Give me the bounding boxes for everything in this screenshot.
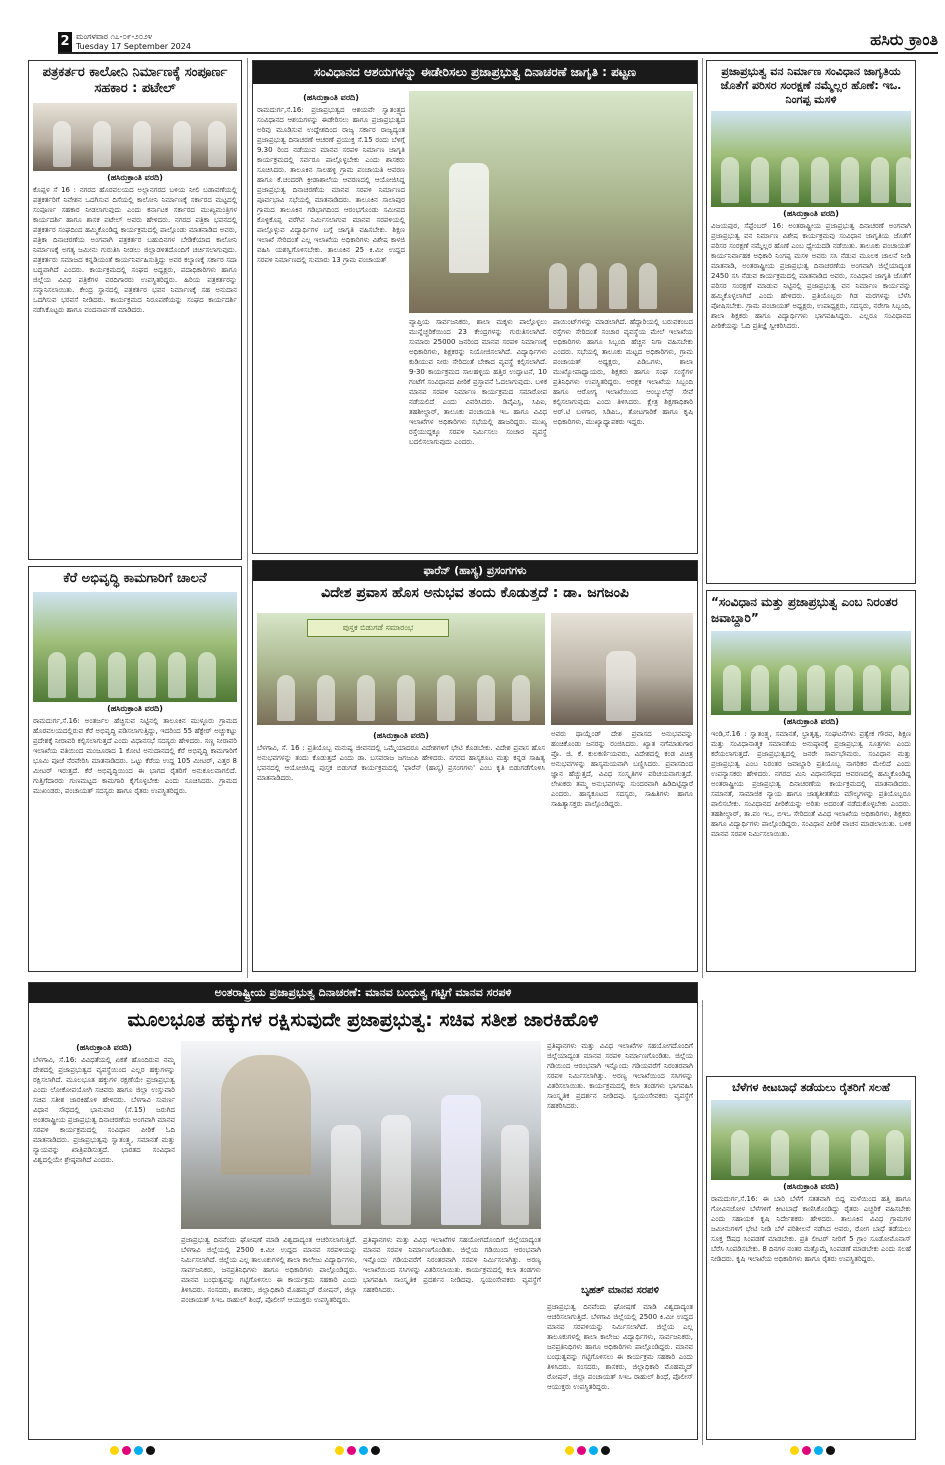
article-body: ರಾಮದುರ್ಗ,ಸೆ.16: ಈ ಬಾರಿ ಬೆಳೆಗೆ ಸತತವಾಗಿ ಬಿದ್ದ ಮಳೆಯಿಂದ ಹತ್ತಿ ಹಾಗೂ ಗೋವಿನಜೋಳ ಬೆಳೆಗಳಿಗೆ ಕೀಟಬಾಧೆ ಕಾಣಿಸಿಕೊಂಡಿದ್ದು ರೈತರು ಎಚ್ಚರಿಕೆ ವಹಿಸಬೇಕು ಎಂದು ಸಹಾಯಕ ಕೃಷಿ ನಿರ್ದೇಶಕರು ಹೇಳಿದರು. ತಾಲೂಕಿನ ವಿವಿಧ ಗ್ರಾಮಗಳ ಜಮೀನುಗಳಿಗೆ ಭೇಟಿ ನೀಡಿ ಬೆಳೆ ಪರಿಶೀಲನೆ ನಡೆಸಿದ ಅವರು, ರೋಗ ಬಾಧೆ ತಡೆಯಲು ಸೂಕ್ತ ಔಷಧ ಸಿಂಪಡಣೆ ಮಾಡಬೇಕು. ಪ್ರತಿ ಲೀಟರ್ ನೀರಿಗೆ 5 ಗ್ರಾಂ ಸೂಡೋಮೊನಾಸ್ ಬೆರೆಸಿ ಸಿಂಪಡಿಸಬೇಕು. 8 ದಿನಗಳ ನಂತರ ಮತ್ತೊಮ್ಮೆ ಸಿಂಪಡಣೆ ಮಾಡಬೇಕು ಎಂದು ಸಲಹೆ ನೀಡಿದರು. ಕೃಷಿ ಇಲಾಖೆಯ ಅಧಿಕಾರಿಗಳು ಹಾಗೂ ರೈತರು ಉಪಸ್ಥಿತರಿದ್ದರು. [711,1194,911,1263]
date-english: Tuesday 17 September 2024 [76,42,191,51]
article-subheading: ಬೃಹತ್ ಮಾನವ ಸರಪಳಿ [581,1285,659,1296]
column-right [547,1041,693,1432]
registration-marks [110,1446,155,1455]
registration-dot [146,1446,155,1455]
event-photo [409,91,693,313]
column-left [257,91,405,545]
byline: (ಹಸಿರುಕ್ರಾಂತಿ ವರದಿ) [107,172,163,182]
article-body-right: ವ್ಯಾಪ್ತಿಯ ಸಾರ್ವಜನಿಕರು, ಶಾಲಾ ಮಕ್ಕಳು ಪಾಲ್ಗೊಳ್ಳಲು ಮುನ್ನೆಚ್ಚರಿಕೆಯಿಂದ 23 ಕೇಂದ್ರಗಳನ್ನು ಗುರುತಿಸಲಾಗಿದೆ. ಸುಮಾರು 25000 ಜನರಿಂದ ಮಾನವ ಸರಪಳಿ ನಿರ್ಮಾಣಕ್ಕೆ ಅಧಿಕಾರಿಗಳು, ಶಿಕ್ಷಕರನ್ನು ನಿಯೋಜಿಸಲಾಗಿದೆ. ವಿದ್ಯಾರ್ಥಿಗಳು ಕುಡಿಯುವ ನೀರು ಸೇರಿದಂತೆ ಬೇಕಾದ ವ್ಯವಸ್ಥೆ ಕಲ್ಪಿಸಲಾಗಿದೆ. 9-30 ಕಾರ್ಯಕ್ರಮದ ಸಾಲಹಳ್ಳಿಯ ಹತ್ತಿರ ಉದ್ಘಾಟನೆ, 10 ಗಂಟೆಗೆ ಸಂವಿಧಾನದ ಪೀಠಿಕೆ ಪ್ರಸ್ತಾವನೆ ಓದಲಾಗುವುದು. ಬಳಿಕ ಮಾನವ ಸರಪಳಿ ನಿರ್ಮಾಣ ಕಾರ್ಯಕ್ರಮದ ಸಮಾರೋಪ ನಡೆಯಲಿದೆ ಎಂದು ವಿವರಿಸಿದರು. ಡಿವೈಎಸ್ಪಿ, ಸಿಪಿಐ, ತಹಶೀಲ್ದಾರ್, ತಾಲೂಕು ಪಂಚಾಯತಿ ಇಒ ಹಾಗೂ ವಿವಿಧ ಇಲಾಖೆಗಳ ಅಧಿಕಾರಿಗಳು ಸಭೆಯಲ್ಲಿ ಹಾಜರಿದ್ದರು. ಮುಖ್ಯ ರಸ್ತೆಯುದ್ದಕ್ಕೂ ಸರಪಳಿ ನಿರ್ಮಿಸಲು ಸಂಚಾರ ವ್ಯವಸ್ಥೆ ಬದಲಿಸಲಾಗುವುದು ಎಂದರು. [409,318,547,446]
page-date [76,32,191,52]
event-banner: ಪುಸ್ತಕ ಬಿಡುಗಡೆ ಸಮಾರಂಭ [307,619,449,637]
byline: (ಹಸಿರುಕ್ರಾಂತಿ ವರದಿ) [303,93,359,102]
byline: (ಹಸಿರುಕ್ರಾಂತಿ ವರದಿ) [76,1043,132,1052]
article-body-far: ಪಾಯಿಂಟ್‌ಗಳನ್ನು ಮಾಡಲಾಗಿದೆ. ಹೆದ್ದಾರಿಯಲ್ಲಿ ಬರುವಕಂಬದ ರಸ್ತೆಗಳು ಸೇರಿದಂತೆ ಸಂಚಾರ ವ್ಯವಸ್ಥೆಯ ಮೇಲೆ ಇಲಾಖೆಯ ಅಧಿಕಾರಿಗಳು ಹಾಗೂ ಸಿಬ್ಬಂದಿ ಹೆಚ್ಚಿನ ನಿಗಾ ವಹಿಸಬೇಕು ಎಂದರು. ಸಭೆಯಲ್ಲಿ ತಾಲೂಕು ಮಟ್ಟದ ಅಧಿಕಾರಿಗಳು, ಗ್ರಾಮ ಪಂಚಾಯತ್ ಅಧ್ಯಕ್ಷರು, ಪಿಡಿಒಗಳು, ಶಾಲಾ ಮುಖ್ಯೋಪಾಧ್ಯಾಯರು, ಶಿಕ್ಷಕರು ಹಾಗೂ ಸಂಘ ಸಂಸ್ಥೆಗಳ ಪ್ರತಿನಿಧಿಗಳು ಉಪಸ್ಥಿತರಿದ್ದರು. ಆರಕ್ಷಕ ಇಲಾಖೆಯ ಸಿಬ್ಬಂದಿ ಹಾಗೂ ಆರೋಗ್ಯ ಇಲಾಖೆಯಿಂದ ಆಂಬ್ಯುಲೆನ್ಸ್ ಸೇವೆ ಕಲ್ಪಿಸಲಾಗುವುದು ಎಂದು ತಿಳಿಸಿದರು. ಕ್ಷೇತ್ರ ಶಿಕ್ಷಣಾಧಿಕಾರಿ ಅರ್.ಟಿ ಬಳಗಾರ, ಸಿಡಿಪಿಒ, ತೋಟಗಾರಿಕೆ ಹಾಗೂ ಕೃಷಿ ಅಧಿಕಾರಿಗಳು, ಮುಖ್ಯಾಧ್ಯಾಪಕರು ಇದ್ದರು. [553,318,693,426]
article-headline: ಪ್ರಜಾಪ್ರಭುತ್ವ ವನ ನಿರ್ಮಾಣ ಸಂವಿಧಾನ ಜಾಗೃತಿಯ ಜೊತೆಗೆ ಪರಿಸರ ಸಂರಕ್ಷಣೆ ನಮ್ಮೆಲ್ಲರ ಹೊಣೆ: ಇಒ. ನಿಂಗಪ್ಪ ಮಸಳಿ [720,65,902,106]
article-body-extra: ಪ್ರಜಾಪ್ರಭುತ್ವ ದಿನವೆಂದು ಘೋಷಣೆ ಮಾಡಿ ವಿಶ್ವದಾದ್ಯಂತ ಆಚರಿಸಲಾಗುತ್ತಿದೆ. ಬೆಳಗಾವಿ ಜಿಲ್ಲೆಯಲ್ಲಿ 2500 ಕಿ.ಮೀ ಉದ್ದದ ಮಾನವ ಸರಪಳಿಯನ್ನು ನಿರ್ಮಿಸಲಾಗಿದೆ. ಜಿಲ್ಲೆಯ ಎಲ್ಲ ತಾಲೂಕುಗಳಲ್ಲಿ ಶಾಲಾ ಕಾಲೇಜು ವಿದ್ಯಾರ್ಥಿಗಳು, ಸಾರ್ವಜನಿಕರು, ಜನಪ್ರತಿನಿಧಿಗಳು ಹಾಗೂ ಅಧಿಕಾರಿಗಳು ಪಾಲ್ಗೊಂಡಿದ್ದರು. ಮಾನವ ಬಂಧುತ್ವವನ್ನು ಗಟ್ಟಿಗೊಳಿಸಲು ಈ ಕಾರ್ಯಕ್ರಮ ಸಹಕಾರಿ ಎಂದು ತಿಳಿಸಿದರು. ಸಂಸದರು, ಶಾಸಕರು, ಜಿಲ್ಲಾಧಿಕಾರಿ ಮೊಹಮ್ಮದ್ ರೋಷನ್, ಜಿಲ್ಲಾ ಪಂಚಾಯತ್ ಸಿಇಒ ರಾಹುಲ್ ಶಿಂಧೆ, ಪೊಲೀಸ್ ಆಯುಕ್ತರು ಉಪಸ್ಥಿತರಿದ್ದರು. [547,1302,693,1391]
article-body-left: ಬೆಳಗಾವಿ, ಸೆ. 16 : ಪ್ರತಿಯೊಬ್ಬ ಮನುಷ್ಯ ಜೀವನದಲ್ಲಿ ಒಮ್ಮೆಯಾದರೂ ವಿದೇಶಗಳಿಗೆ ಭೇಟಿ ಕೊಡಬೇಕು. ವಿದೇಶ ಪ್ರವಾಸ ಹೊಸ ಅನುಭವಗಳನ್ನು ತಂದು ಕೊಡುತ್ತದೆ ಎಂದು ಡಾ. ಬಸವರಾಜ ಜಗಜಂಪಿ ಹೇಳಿದರು. ನಗರದ ಹಾಸ್ಯಕೂಟ ಮತ್ತು ಕನ್ನಡ ಸಾಹಿತ್ಯ ಭವನದಲ್ಲಿ ಆಯೋಜಿಸಿದ್ದ ಪುಸ್ತಕ ಬಿಡುಗಡೆ ಕಾರ್ಯಕ್ರಮದಲ್ಲಿ 'ಫಾರೆನ್ (ಹಾಸ್ಯ) ಪ್ರಸಂಗಗಳು' ಎಂಬ ಕೃತಿ ಬಿಡುಗಡೆಗೊಳಿಸಿ ಮಾತನಾಡಿದರು. [257,744,545,782]
column-rule [247,58,248,978]
registration-dot [577,1446,586,1455]
event-photo [33,592,237,702]
article-body: ಇಂಡಿ,ಸೆ.16 : ಸ್ವಾತಂತ್ರ್ಯ, ಸಮಾನತೆ, ಭ್ರಾತೃತ್ವ, ಸಂಘಟನೆಗಳು ಪ್ರತ್ಯೇಕ ಗೌರವ, ಶಿಕ್ಷಣ ಮತ್ತು ಸಂವಿಧಾನಾತ್ಮಕ ಸಮಾನತೆಯ ಅನುಷ್ಠಾನಕ್ಕೆ ಪ್ರಜಾಪ್ರಭುತ್ವ ಸೂತ್ರಗಳು ಎಂದು ಕರೆಯಲಾಗುತ್ತದೆ. ಪ್ರಜಾಪ್ರಭುತ್ವದಲ್ಲಿ ಜನರೇ ಸಾರ್ವಭೌಮರು. ಸಂವಿಧಾನ ಮತ್ತು ಪ್ರಜಾಪ್ರಭುತ್ವ ಎಂಬ ನಿರಂತರ ಜವಾಬ್ದಾರಿ ಪ್ರತಿಯೊಬ್ಬ ನಾಗರಿಕರ ಮೇಲಿದೆ ಎಂದು ಉಪನ್ಯಾಸಕರು ಹೇಳಿದರು. ನಗರದ ಮಿನಿ ವಿಧಾನಸೌಧದ ಆವರಣದಲ್ಲಿ ಹಮ್ಮಿಕೊಂಡಿದ್ದ ಅಂತರಾಷ್ಟ್ರೀಯ ಪ್ರಜಾಪ್ರಭುತ್ವ ದಿನಾಚರಣೆಯ ಕಾರ್ಯಕ್ರಮದಲ್ಲಿ ಮಾತನಾಡಿದರು. ಸಮಾನತೆ, ಸಾಮಾಜಿಕ ನ್ಯಾಯ ಹಾಗೂ ಜಾತ್ಯತೀತತೆಯ ಮೌಲ್ಯಗಳನ್ನು ಪ್ರತಿಯೊಬ್ಬರೂ ಪಾಲಿಸಬೇಕು. ಸಂವಿಧಾನದ ಪೀಠಿಕೆಯನ್ನು ಅರಿತು ಅದರಂತೆ ನಡೆದುಕೊಳ್ಳಬೇಕು ಎಂದರು. ತಹಶೀಲ್ದಾರ್, ತಾ.ಪಂ ಇಒ, ಬಿಇಒ ಸೇರಿದಂತೆ ವಿವಿಧ ಇಲಾಖೆಯ ಅಧಿಕಾರಿಗಳು, ಶಿಕ್ಷಕರು ಹಾಗೂ ವಿದ್ಯಾರ್ಥಿಗಳು ಪಾಲ್ಗೊಂಡಿದ್ದರು. ಸಂವಿಧಾನ ಪೀಠಿಕೆ ವಾಚನ ಮಾಡಲಾಯಿತು. ಬಳಿಕ ಮಾನವ ಸರಪಳಿ ನಿರ್ಮಿಸಲಾಯಿತು. [711,730,911,839]
article-body-left: ಬೆಳಗಾವಿ, ಸೆ.16: ವಿವಿಧತೆಯಲ್ಲಿ ಏಕತೆ ಹೊಂದಿರುವ ನಮ್ಮ ದೇಶದಲ್ಲಿ ಪ್ರಜಾಪ್ರಭುತ್ವದ ವ್ಯವಸ್ಥೆಯಿಂದ ಎಲ್ಲರ ಹಕ್ಕುಗಳನ್ನು ರಕ್ಷಿಸಲಾಗಿದೆ. ಮೂಲಭೂತ ಹಕ್ಕುಗಳ ರಕ್ಷಣೆಯೇ ಪ್ರಜಾಪ್ರಭುತ್ವ ಎಂದು ಲೋಕೋಪಯೋಗಿ ಸಚಿವರು ಹಾಗೂ ಜಿಲ್ಲಾ ಉಸ್ತುವಾರಿ ಸಚಿವ ಸತೀಶ ಜಾರಕಿಹೊಳಿ ಹೇಳಿದರು. ಬೆಳಗಾವಿ ಸುವರ್ಣ ವಿಧಾನ ಸೌಧದಲ್ಲಿ ಭಾನುವಾರ (ಸೆ.15) ಜರುಗಿದ ಅಂತರಾಷ್ಟ್ರೀಯ ಪ್ರಜಾಪ್ರಭುತ್ವ ದಿನಾಚರಣೆಯ ಅಂಗವಾಗಿ ಮಾನವ ಸರಪಳಿ ಕಾರ್ಯಕ್ರಮದಲ್ಲಿ ಸಂವಿಧಾನ ಪೀಠಿಕೆ ಓದಿ ಮಾತನಾಡಿದರು. ಪ್ರಜಾಪ್ರಭುತ್ವವು ಸ್ವಾತಂತ್ರ್ಯ, ಸಮಾನತೆ ಮತ್ತು ನ್ಯಾಯವನ್ನು ಖಾತ್ರಿಪಡಿಸುತ್ತದೆ. ಭಾರತದ ಸಂವಿಧಾನ ವಿಶ್ವದಲ್ಲಿಯೇ ಶ್ರೇಷ್ಠವಾಗಿದೆ ಎಂದರು. [33,1056,175,1164]
article-journalists [28,60,242,560]
date-kannada: ಮಂಗಳವಾರ ೧೭-೦೯-೨೦೨೪ [76,32,153,41]
article-body-middle: ಪ್ರಜಾಪ್ರಭುತ್ವ ದಿನವೆಂದು ಘೋಷಣೆ ಮಾಡಿ ವಿಶ್ವದಾದ್ಯಂತ ಆಚರಿಸಲಾಗುತ್ತಿದೆ. ಬೆಳಗಾವಿ ಜಿಲ್ಲೆಯಲ್ಲಿ 2500 ಕಿ.ಮೀ ಉದ್ದದ ಮಾನವ ಸರಪಳಿಯನ್ನು ನಿರ್ಮಿಸಲಾಗಿದೆ. ಜಿಲ್ಲೆಯ ಎಲ್ಲ ತಾಲೂಕುಗಳಲ್ಲಿ ಶಾಲಾ ಕಾಲೇಜು ವಿದ್ಯಾರ್ಥಿಗಳು, ಸಾರ್ವಜನಿಕರು, ಜನಪ್ರತಿನಿಧಿಗಳು ಹಾಗೂ ಅಧಿಕಾರಿಗಳು ಪಾಲ್ಗೊಂಡಿದ್ದರು. ಮಾನವ ಬಂಧುತ್ವವನ್ನು ಗಟ್ಟಿಗೊಳಿಸಲು ಈ ಕಾರ್ಯಕ್ರಮ ಸಹಕಾರಿ ಎಂದು ತಿಳಿಸಿದರು. ಸಂಸದರು, ಶಾಸಕರು, ಜಿಲ್ಲಾಧಿಕಾರಿ ಮೊಹಮ್ಮದ್ ರೋಷನ್, ಜಿಲ್ಲಾ ಪಂಚಾಯತ್ ಸಿಇಒ ರಾಹುಲ್ ಶಿಂಧೆ, ಪೊಲೀಸ್ ಆಯುಕ್ತರು ಉಪಸ್ಥಿತರಿದ್ದರು. [181,1236,357,1304]
article-headline: ಬೆಳೆಗಳ ಕೀಟಬಾಧೆ ತಡೆಯಲು ರೈತರಿಗೆ ಸಲಹೆ [732,1081,890,1094]
page-header [58,32,938,54]
registration-dot [347,1446,356,1455]
byline: (ಹಸಿರುಕ್ರಾಂತಿ ವರದಿ) [783,717,839,727]
article-headline: ಸಂವಿಧಾನದ ಆಶಯಗಳನ್ನು ಈಡೇರಿಸಲು ಪ್ರಜಾಪ್ರಭುತ್ವ ದಿನಾಚರಣೆ ಜಾಗೃತಿ : ಪಟ್ಟಣ [253,61,697,84]
speaker-photo [551,613,693,725]
registration-dot [371,1446,380,1455]
article-body-left: ರಾಮದುರ್ಗ,ಸೆ.16: ಪ್ರಜಾಪ್ರಭುತ್ವದ ಆಶಯವೇ ಸ್ವಾತಂತ್ರ್ಯದ ಸಂವಿಧಾನದ ಆಶಯಗಳನ್ನು ಈಡೇರಿಸಲು ಹಾಗೂ ಪ್ರಜಾಪ್ರಭುತ್ವದ ಅರಿವು ಮೂಡಿಸುವ ಉದ್ದೇಶದಿಂದ ರಾಜ್ಯ ಸರ್ಕಾರ ರಾಜ್ಯದ್ಯಂತ ಪ್ರಜಾಪ್ರಭುತ್ವ ದಿನಾಚರಣೆ ಆಚರಣೆ ಪ್ರಯುಕ್ತ ಸೆ.15 ರಂದು ಬೆಳಿಗ್ಗೆ 9.30 ರಿಂದ ನಡೆಯುವ ಮಾನವ ಸರಪಳಿ ನಿರ್ಮಾಣ ಜಾಗೃತಿ ಕಾರ್ಯಕ್ರಮದಲ್ಲಿ ಸರ್ವರೂ ಪಾಲ್ಗೊಳ್ಳಬೇಕು ಎಂದು ಶಾಸಕರು ಸೂಚಿಸಿದರು. ತಾಲೂಕಿನ ಸಾಲಹಳ್ಳಿ ಗ್ರಾಮ ಪಂಚಾಯತಿ ಆವರಣ ಹಾಗೂ ಕೆ.ಚಂದರಗಿ ಕ್ರೀಡಾಶಾಲೆಯ ಆವರಣದಲ್ಲಿ ಆಯೋಜಿಸಿದ್ದ ಪ್ರಜಾಪ್ರಭುತ್ವ ದಿನಾಚರಣೆಯ ಮಾನವ ಸರಪಳಿ ನಿರ್ಮಾಣದ ಪೂರ್ವಭಾವಿ ಸಭೆಯಲ್ಲಿ ಮಾತನಾಡಿದರು. ತಾಲೂಕಿನ ಸಾಲಾಪುರ ಗ್ರಾಮದ ತಾಲೂಕಿನ ಗಡಿಭಾಗದಿಂದ ಆರಂಭಗೊಂಡು ಸಮೀಪದ ಕೊಳ್ಳಿಕೊಪ್ಪ ವರೆಗಿನ ನಿರ್ಮಿಸಲಾಗುವ ಮಾನವ ಸರಪಳಿಯಲ್ಲಿ ಪಾಲ್ಗೊಳ್ಳುವ ವಿದ್ಯಾರ್ಥಿಗಳ ಬಗ್ಗೆ ಜಾಗೃತಿ ವಹಿಸಬೇಕು. ಶಿಕ್ಷಣ ಇಲಾಖೆ ಸೇರಿದಂತೆ ಎಲ್ಲ ಇಲಾಖೆಯ ಅಧಿಕಾರಿಗಳು ವಿಶೇಷ ಕಾಳಜಿ ವಹಿಸಿ ಯಶಸ್ವಿಗೊಳಿಸಬೇಕು. ತಾಲೂಕಿನ 25 ಕಿ.ಮೀ ಉದ್ದದ ಸರಪಳಿ ನಿರ್ಮಾಣದಲ್ಲಿ ಸುಮಾರು 13 ಗ್ರಾಮ ಪಂಚಾಯತ್ [257,106,405,264]
article-headline: ವಿದೇಶ ಪ್ರವಾಸ ಹೊಸ ಅನುಭವ ತಂದು ಕೊಡುತ್ತದೆ : ಡಾ. ಜಗಜಂಪಿ [321,585,629,601]
column-rule [702,1000,703,1445]
article-headline: ಕೆರೆ ಅಭಿವೃದ್ಧಿ ಕಾಮಗಾರಿಗೆ ಚಾಲನೆ [63,571,207,586]
byline: (ಹಸಿರುಕ್ರಾಂತಿ ವರದಿ) [783,209,839,219]
registration-dot [359,1446,368,1455]
article-headline: ಪತ್ರಕರ್ತರ ಕಾಲೋನಿ ನಿರ್ಮಾಣಕ್ಕೆ ಸಂಪೂರ್ಣ ಸಹಕಾರ : ಪಟೇಲ್ [42,65,228,97]
article-headline: ಮೂಲಭೂತ ಹಕ್ಕುಗಳ ರಕ್ಷಿಸುವುದೇ ಪ್ರಜಾಪ್ರಭುತ್ವ: ಸಚಿವ ಸತೀಶ ಜಾರಕಿಹೊಳಿ [127,1009,599,1031]
page-number: 2 [58,32,72,52]
event-photo [711,631,911,715]
registration-dot [565,1446,574,1455]
registration-dot [122,1446,131,1455]
article-headline: “ಸಂವಿಧಾನ ಮತ್ತು ಪ್ರಜಾಪ್ರಭುತ್ವ ಎಂಬ ನಿರಂತರ ಜವಾಬ್ದಾರಿ” [711,595,898,625]
registration-dot [335,1446,344,1455]
event-photo [711,1100,911,1180]
article-kicker: ಅಂತರಾಷ್ಟ್ರೀಯ ಪ್ರಜಾಪ್ರಭುತ್ವ ದಿನಾಚರಣೆ: ಮಾನವ ಬಂಧುತ್ವ ಗಟ್ಟಿಗೆ ಮಾನವ ಸರಪಳಿ [29,983,697,1003]
registration-dot [589,1446,598,1455]
registration-marks [335,1446,380,1455]
column-rule [702,58,703,978]
registration-marks [565,1446,610,1455]
article-foreign-tour [252,560,698,972]
column-left [257,729,545,963]
registration-marks [790,1446,835,1455]
event-photo [33,103,237,171]
registration-dot [134,1446,143,1455]
article-body: ವಿಜಯಪುರ, ಸೆಪ್ಟೆಂಬರ್ 16: ಅಂತರಾಷ್ಟ್ರೀಯ ಪ್ರಜಾಪ್ರಭುತ್ವ ದಿನಾಚರಣೆ ಅಂಗವಾಗಿ ಪ್ರಜಾಪ್ರಭುತ್ವ ವನ ನಿರ್ಮಾಣ ವಿಶೇಷ ಕಾರ್ಯಕ್ರಮವು ಸಂವಿಧಾನ ಜಾಗೃತಿಯ ಜೊತೆಗೆ ಪರಿಸರ ಸಂರಕ್ಷಣೆ ನಮ್ಮೆಲ್ಲರ ಹೊಣೆ ಎಂಬ ಧ್ಯೇಯದಡಿ ನಡೆಯಿತು. ತಾಲೂಕು ಪಂಚಾಯತ್ ಕಾರ್ಯನಿರ್ವಾಹಕ ಅಧಿಕಾರಿ ನಿಂಗಪ್ಪ ಮಸಳಿ ಅವರು ಸಸಿ ನೆಡುವ ಮೂಲಕ ಚಾಲನೆ ನೀಡಿ ಮಾತನಾಡಿ, ಅಂತರಾಷ್ಟ್ರೀಯ ಪ್ರಜಾಪ್ರಭುತ್ವ ದಿನಾಚರಣೆಯ ಅಂಗವಾಗಿ ಜಿಲ್ಲೆಯಾದ್ಯಂತ 2450 ಸಸಿ ನೆಡುವ ಕಾರ್ಯಕ್ರಮದಲ್ಲಿ ಮಾತನಾಡಿದ ಅವರು, ಸಂವಿಧಾನ ಜಾಗೃತಿ ಜೊತೆಗೆ ಪರಿಸರ ಸಂರಕ್ಷಣೆ ಮಾಡುವ ನಿಟ್ಟಿನಲ್ಲಿ ಪ್ರಜಾಪ್ರಭುತ್ವ ವನ ನಿರ್ಮಾಣ ಕಾರ್ಯವನ್ನು ಹಮ್ಮಿಕೊಳ್ಳಲಾಗಿದೆ ಎಂದು ಹೇಳಿದರು. ಪ್ರತಿಯೊಬ್ಬರು ಗಿಡ ಮರಗಳನ್ನು ಬೆಳೆಸಿ ಪೋಷಿಸಬೇಕು. ಗ್ರಾಮ ಪಂಚಾಯತ್ ಅಧ್ಯಕ್ಷರು, ಉಪಾಧ್ಯಕ್ಷರು, ಸದಸ್ಯರು, ನರೇಗಾ ಸಿಬ್ಬಂದಿ, ಶಾಲಾ ಶಿಕ್ಷಕರು ಹಾಗೂ ವಿದ್ಯಾರ್ಥಿಗಳು ಭಾಗವಹಿಸಿದ್ದರು. ಎಲ್ಲರೂ ಸಂವಿಧಾನದ ಪೀಠಿಕೆಯನ್ನು ಓದಿ ಪ್ರತಿಜ್ಞೆ ಸ್ವೀಕರಿಸಿದರು. [711,222,911,331]
article-body-right: ಪ್ರತಿಷ್ಠಾನಗಳು ಮತ್ತು ವಿವಿಧ ಇಲಾಖೆಗಳ ಸಹಯೋಗದೊಂದಿಗೆ ಜಿಲ್ಲೆಯಾದ್ಯಂತ ಮಾನವ ಸರಪಳಿ ನಿರ್ಮಾಣಗೊಂಡಿತು. ಜಿಲ್ಲೆಯ ಗಡಿಯಿಂದ ಆರಂಭವಾಗಿ ಇನ್ನೊಂದು ಗಡಿಯವರೆಗೆ ನಿರಂತರವಾಗಿ ಸರಪಳಿ ನಿರ್ಮಿಸಲಾಗಿತ್ತು. ಅರಣ್ಯ ಇಲಾಖೆಯಿಂದ ಸಸಿಗಳನ್ನು ವಿತರಿಸಲಾಯಿತು. ಕಾರ್ಯಕ್ರಮದಲ್ಲಿ ಕಲಾ ತಂಡಗಳು ಭಾಗವಹಿಸಿ ಸಾಂಸ್ಕೃತಿಕ ಪ್ರದರ್ಶನ ನೀಡಿದವು. ಸ್ವಯಂಸೇವಕರು ವ್ಯವಸ್ಥೆಗೆ ಸಹಕರಿಸಿದರು. [547,1042,693,1110]
event-photo [257,613,545,725]
article-crop-advice [706,1076,916,1440]
registration-dot [790,1446,799,1455]
article-green-environment [706,60,916,584]
article-fundamental-rights [28,982,698,1440]
article-lake [28,566,242,972]
registration-dot [802,1446,811,1455]
masthead: ಹಸಿರು ಕ್ರಾಂತಿ [870,30,938,49]
article-body: ಕೊಪ್ಪಳ ಸೆ 16 : ನಗರದ ಹೊರವಲಯದ ಅಲ್ಲಾನಗರದ ಬಳಿಯ ನೀಲಿ ಬಡಾವಣೆಯಲ್ಲಿ ಪತ್ರಕರ್ತರಿಗೆ ನಿವೇಶನ ಒದಗಿಸುವ ದಿಸೆಯಲ್ಲಿ ಕಾಲೋನಿ ನಿರ್ಮಾಣಕ್ಕೆ ಸರ್ಕಾರದ ಮಟ್ಟದಲ್ಲಿ ಸಂಪೂರ್ಣ ಸಹಕಾರ ನೀಡಲಾಗುವುದು ಎಂದು ಕರ್ನಾಟಕ ಸರ್ಕಾರದ ಮುಖ್ಯಮಂತ್ರಿಗಳ ಕಾರ್ಯದರ್ಶಿ ಹಾಗೂ ಶಾಸಕ ಪಟೇಲ್ ಅವರು ಹೇಳಿದರು. ನಗರದ ಪತ್ರಿಕಾ ಭವನದಲ್ಲಿ ಪತ್ರಕರ್ತರ ಸಂಘದಿಂದ ಹಮ್ಮಿಕೊಂಡಿದ್ದ ಕಾರ್ಯಕ್ರಮದಲ್ಲಿ ಪಾಲ್ಗೊಂಡು ಮಾತನಾಡಿದ ಅವರು, ಪತ್ರಿಕಾ ದಿನಾಚರಣೆಯ ಅಂಗವಾಗಿ ಪತ್ರಕರ್ತರ ಬಹುದಿನಗಳ ಬೇಡಿಕೆಯಾದ ಕಾಲೋನಿ ನಿರ್ಮಾಣಕ್ಕೆ ಅಗತ್ಯ ಜಮೀನು ಗುರುತಿಸಿ ನೀಡಲು ಜಿಲ್ಲಾಡಳಿತದೊಂದಿಗೆ ಚರ್ಚಿಸಲಾಗುವುದು. ಪತ್ರಕರ್ತರು ಸಮಾಜದ ಕನ್ನಡಿಯಂತೆ ಕಾರ್ಯನಿರ್ವಹಿಸುತ್ತಿದ್ದು ಅವರ ಕಲ್ಯಾಣಕ್ಕೆ ಸರ್ಕಾರ ಸದಾ ಬದ್ಧವಾಗಿದೆ ಎಂದರು. ಕಾರ್ಯಕ್ರಮದಲ್ಲಿ ಸಂಘದ ಅಧ್ಯಕ್ಷರು, ಪದಾಧಿಕಾರಿಗಳು ಹಾಗೂ ಜಿಲ್ಲೆಯ ವಿವಿಧ ಪತ್ರಿಕೆಗಳ ವರದಿಗಾರರು ಉಪಸ್ಥಿತರಿದ್ದರು. ಹಿರಿಯ ಪತ್ರಕರ್ತರನ್ನು ಸನ್ಮಾನಿಸಲಾಯಿತು. ಕೇಂದ್ರ ಸ್ಥಾನದಲ್ಲಿ ಪತ್ರಕರ್ತರ ಭವನ ನಿರ್ಮಾಣಕ್ಕೆ ಸಹ ಅನುದಾನ ಒದಗಿಸುವ ಭರವಸೆ ನೀಡಿದರು. ಕಾರ್ಯಕ್ರಮದ ನಿರೂಪಣೆಯನ್ನು ಸಂಘದ ಕಾರ್ಯದರ್ಶಿ ನಡೆಸಿಕೊಟ್ಟರು ಹಾಗೂ ವಂದನಾರ್ಪಣೆ ಮಾಡಿದರು. [33,185,237,314]
event-photo [181,1041,541,1229]
article-democracy-duty [706,590,916,972]
article-body-middle-2: ಪ್ರತಿಷ್ಠಾನಗಳು ಮತ್ತು ವಿವಿಧ ಇಲಾಖೆಗಳ ಸಹಯೋಗದೊಂದಿಗೆ ಜಿಲ್ಲೆಯಾದ್ಯಂತ ಮಾನವ ಸರಪಳಿ ನಿರ್ಮಾಣಗೊಂಡಿತು. ಜಿಲ್ಲೆಯ ಗಡಿಯಿಂದ ಆರಂಭವಾಗಿ ಇನ್ನೊಂದು ಗಡಿಯವರೆಗೆ ನಿರಂತರವಾಗಿ ಸರಪಳಿ ನಿರ್ಮಿಸಲಾಗಿತ್ತು. ಅರಣ್ಯ ಇಲಾಖೆಯಿಂದ ಸಸಿಗಳನ್ನು ವಿತರಿಸಲಾಯಿತು. ಕಾರ್ಯಕ್ರಮದಲ್ಲಿ ಕಲಾ ತಂಡಗಳು ಭಾಗವಹಿಸಿ ಸಾಂಸ್ಕೃತಿಕ ಪ್ರದರ್ಶನ ನೀಡಿದವು. ಸ್ವಯಂಸೇವಕರು ವ್ಯವಸ್ಥೆಗೆ ಸಹಕರಿಸಿದರು. [363,1236,541,1294]
event-photo [711,111,911,207]
byline: (ಹಸಿರುಕ್ರಾಂತಿ ವರದಿ) [373,731,429,740]
article-constitution [252,60,698,554]
registration-dot [826,1446,835,1455]
registration-dot [110,1446,119,1455]
column-left [33,1041,175,1435]
byline: (ಹಸಿರುಕ್ರಾಂತಿ ವರದಿ) [783,1181,839,1191]
registration-dot [814,1446,823,1455]
article-body: ರಾಮದುರ್ಗ,ಸೆ.16: ಅಂತರ್ಜಲ ಹೆಚ್ಚಿಸುವ ನಿಟ್ಟಿನಲ್ಲಿ ತಾಲೂಕಿನ ಮುಳ್ಳೂರು ಗ್ರಾಮದ ಹೊರವಲಯದಲ್ಲಿರುವ ಕೆರೆ ಅಭಿವೃದ್ಧಿ ಪಡಿಸಲಾಗುತ್ತಿದ್ದು, ಇದರಿಂದ 55 ಹೆಕ್ಟೇರ್ ಅಚ್ಚುಕಟ್ಟು ಪ್ರದೇಶಕ್ಕೆ ನೀರಾವರಿ ಕಲ್ಪಿಸಲಾಗುತ್ತದೆ ಎಂದು ವಿಧಾನಸಭೆ ಸದಸ್ಯರು ಹೇಳಿದರು. ಸಣ್ಣ ನೀರಾವರಿ ಇಲಾಖೆಯ ವತಿಯಿಂದ ಮಂಜೂರಾದ 1 ಕೋಟಿ ಅನುದಾನದಲ್ಲಿ ಕೆರೆ ಅಭಿವೃದ್ಧಿ ಕಾಮಗಾರಿಗೆ ಭೂಮಿ ಪೂಜೆ ನೆರವೇರಿಸಿ ಮಾತನಾಡಿದರು. ಒಟ್ಟು ಕೆರೆಯ ಉದ್ದ 105 ಮೀಟರ್, ಎತ್ತರ 8 ಮೀಟರ್ ಇರುತ್ತದೆ. ಕೆರೆ ಅಭಿವೃದ್ಧಿಯಿಂದ ಈ ಭಾಗದ ರೈತರಿಗೆ ಅನುಕೂಲವಾಗಲಿದೆ. ಗುತ್ತಿಗೆದಾರರು ಗುಣಮಟ್ಟದ ಕಾಮಗಾರಿ ಕೈಗೊಳ್ಳಬೇಕು ಎಂದು ಸೂಚಿಸಿದರು. ಗ್ರಾಮದ ಮುಖಂಡರು, ಪಂಚಾಯತ್ ಸದಸ್ಯರು ಹಾಗೂ ರೈತರು ಉಪಸ್ಥಿತರಿದ್ದರು. [33,717,237,796]
section-label: ಫಾರೆನ್ (ಹಾಸ್ಯ) ಪ್ರಸಂಗಗಳು [253,561,697,581]
registration-dot [601,1446,610,1455]
article-body-right: ಅವರು ಥಾಯ್ಲೆಂಡ್ ದೇಶ ಪ್ರವಾಸದ ಅನುಭವವನ್ನು ಹಂಚಿಕೊಂಡು ಜನರನ್ನು ರಂಜಿಸಿದರು. ಖ್ಯಾತ ನಗೆಮಾತುಗಾರ ಪ್ರೊ. ಜಿ. ಕೆ. ಕುಲಕರ್ಣಿಯವರು, ವಿದೇಶದಲ್ಲಿ ಕಂಡ ವಿಚಿತ್ರ ಅನುಭವಗಳನ್ನು ಹಾಸ್ಯಮಯವಾಗಿ ಬಣ್ಣಿಸಿದರು. ಪ್ರವಾಸದಿಂದ ಜ್ಞಾನ ಹೆಚ್ಚುತ್ತದೆ, ವಿವಿಧ ಸಂಸ್ಕೃತಿಗಳ ಪರಿಚಯವಾಗುತ್ತದೆ. ಲೇಖಕರು ತಮ್ಮ ಅನುಭವಗಳನ್ನು ಸುಂದರವಾಗಿ ಹಿಡಿದಿಟ್ಟಿದ್ದಾರೆ ಎಂದರು. ಹಾಸ್ಯಕೂಟದ ಸದಸ್ಯರು, ಸಾಹಿತಿಗಳು ಹಾಗೂ ಸಾಹಿತ್ಯಾಸಕ್ತರು ಪಾಲ್ಗೊಂಡಿದ್ದರು. [551,730,693,808]
byline: (ಹಸಿರುಕ್ರಾಂತಿ ವರದಿ) [107,704,163,714]
